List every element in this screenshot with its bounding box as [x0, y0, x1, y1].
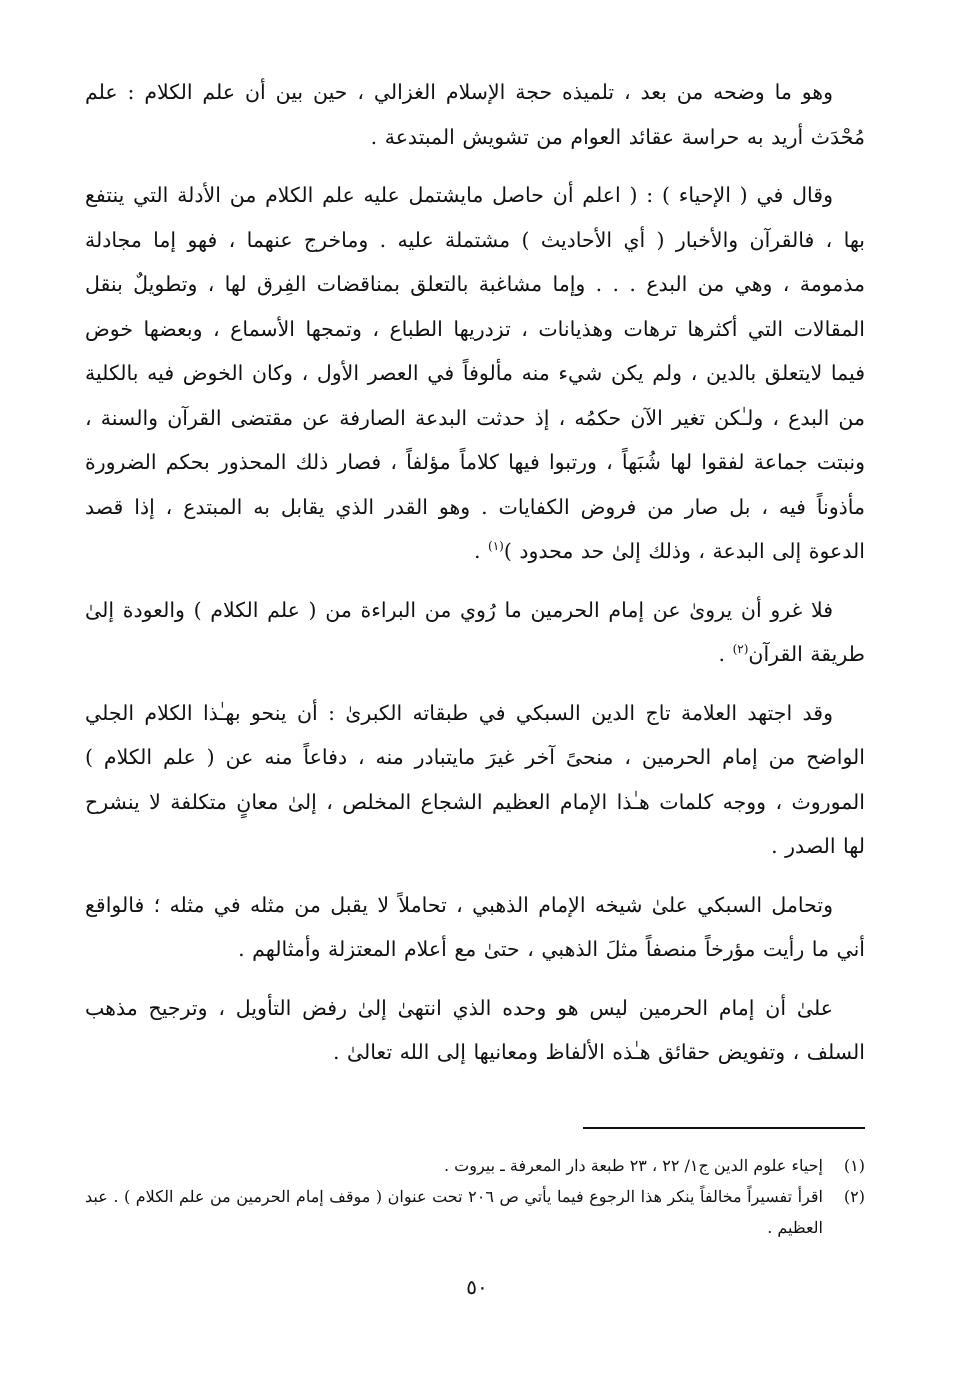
footnote-2 [85, 1181, 865, 1243]
footnote-number: (٢) [843, 1187, 865, 1206]
footnote-ref-1[interactable]: (١) [488, 539, 504, 554]
paragraph-salaf [85, 986, 865, 1075]
paragraph-imam-haramayn [85, 588, 865, 677]
paragraph-ghazali-intro [85, 70, 865, 159]
paragraph-subki [85, 691, 865, 869]
paragraph-text: وتحامل السبكي علىٰ شيخه الإمام الذهبي ، تحاملاً لا يقبل من مثله في مثله ؛ فالواقع أني ما رأيت مؤرخاً منصفاً مثلَ الذهبي ، حتىٰ مع أعلام المعتزلة وأمثالهم . [85, 892, 865, 961]
paragraph-dhahabi [85, 883, 865, 972]
page-body [85, 70, 865, 1089]
footnote-1 [85, 1150, 865, 1181]
paragraph-text: فلا غرو أن يروىٰ عن إمام الحرمين ما رُوي من البراءة من ( علم الكلام ) والعودة إلىٰ طريقة القرآن [85, 597, 865, 666]
footnote-text: اقرأ تفسيراً مخالفاً ينكر هذا الرجوع فيما يأتي ص ٢٠٦ تحت عنوان ( موقف إمام الحرمين من علم الكلام ) . عبد العظيم . [85, 1187, 824, 1237]
paragraph-text: وقد اجتهد العلامة تاج الدين السبكي في طبقاته الكبرىٰ : أن ينحو بهـٰذا الكلام الجلي الواضح من إمام الحرمين ، منحىً آخر غيرَ مايتبادر منه ، دفاعاً منه عن ( علم الكلام ) الموروث ، ووجه كلمات هـٰذا الإمام العظيم الشجاع المخلص ، إلىٰ معانٍ متكلفة لا ينشرح لها الصدر . [85, 700, 865, 858]
footnote-ref-2[interactable]: (٢) [732, 642, 749, 657]
footnote-text: إحياء علوم الدين ج١/ ٢٢ ، ٢٣ طبعة دار المعرفة ـ بيروت . [444, 1156, 823, 1175]
paragraph-text: علىٰ أن إمام الحرمين ليس هو وحده الذي انتهىٰ إلىٰ رفض التأويل ، وترجيح مذهب السلف ، وتفويض حقائق هـٰذه الألفاظ ومعانيها إلى الله تعالىٰ . [85, 995, 865, 1064]
paragraph-text: وقال في ( الإحياء ) : ( اعلم أن حاصل مايشتمل عليه علم الكلام من الأدلة التي ينتفع بها ، فالقرآن والأخبار ( أي الأحاديث ) مشتملة عليه . وماخرج عنهما ، فهو إما مجادلة مذمومة ، وهي من البدع . . . وإما مشاغبة بالتعلق بمناقضات الفِرق لها ، وتطويلٌ بنقل المقالات التي أكثرها ترهات وهذيانات ، تزدريها الطباع ، وتمجها الأسماع ، وبعضها خوض فيما لايتعلق بالدين ، ولم يكن شيء منه مألوفاً في العصر الأول ، وكان الخوض فيه بالكلية من البدع ، ولـٰكن تغير الآن حكمُه ، إذ حدثت البدعة الصارفة عن مقتضى القرآن والسنة ، ونبتت جماعة لفقوا لها شُبَهاً ، ورتبوا فيها كلاماً مؤلفاً ، فصار ذلك المحذور بحكم الضرورة مأذوناً فيه ، بل صار من فروض الكفايات . وهو القدر الذي يقابل به المبتدع ، إذا قصد الدعوة إلى البدعة ، وذلك إلىٰ حد محدود ) [85, 183, 866, 563]
paragraph-end-punctuation: . [473, 539, 488, 563]
paragraph-end-punctuation: . [718, 642, 733, 666]
footnotes [85, 1150, 865, 1243]
footnote-separator [583, 1127, 865, 1129]
paragraph-ihya-quote [85, 173, 865, 574]
page-number: ٥٠ [466, 1275, 488, 1299]
footnote-number: (١) [843, 1156, 865, 1175]
paragraph-text: وهو ما وضحه من بعد ، تلميذه حجة الإسلام الغزالي ، حين بين أن علم الكلام : علم مُحْدَث أريد به حراسة عقائد العوام من تشويش المبتدعة . [85, 80, 865, 149]
